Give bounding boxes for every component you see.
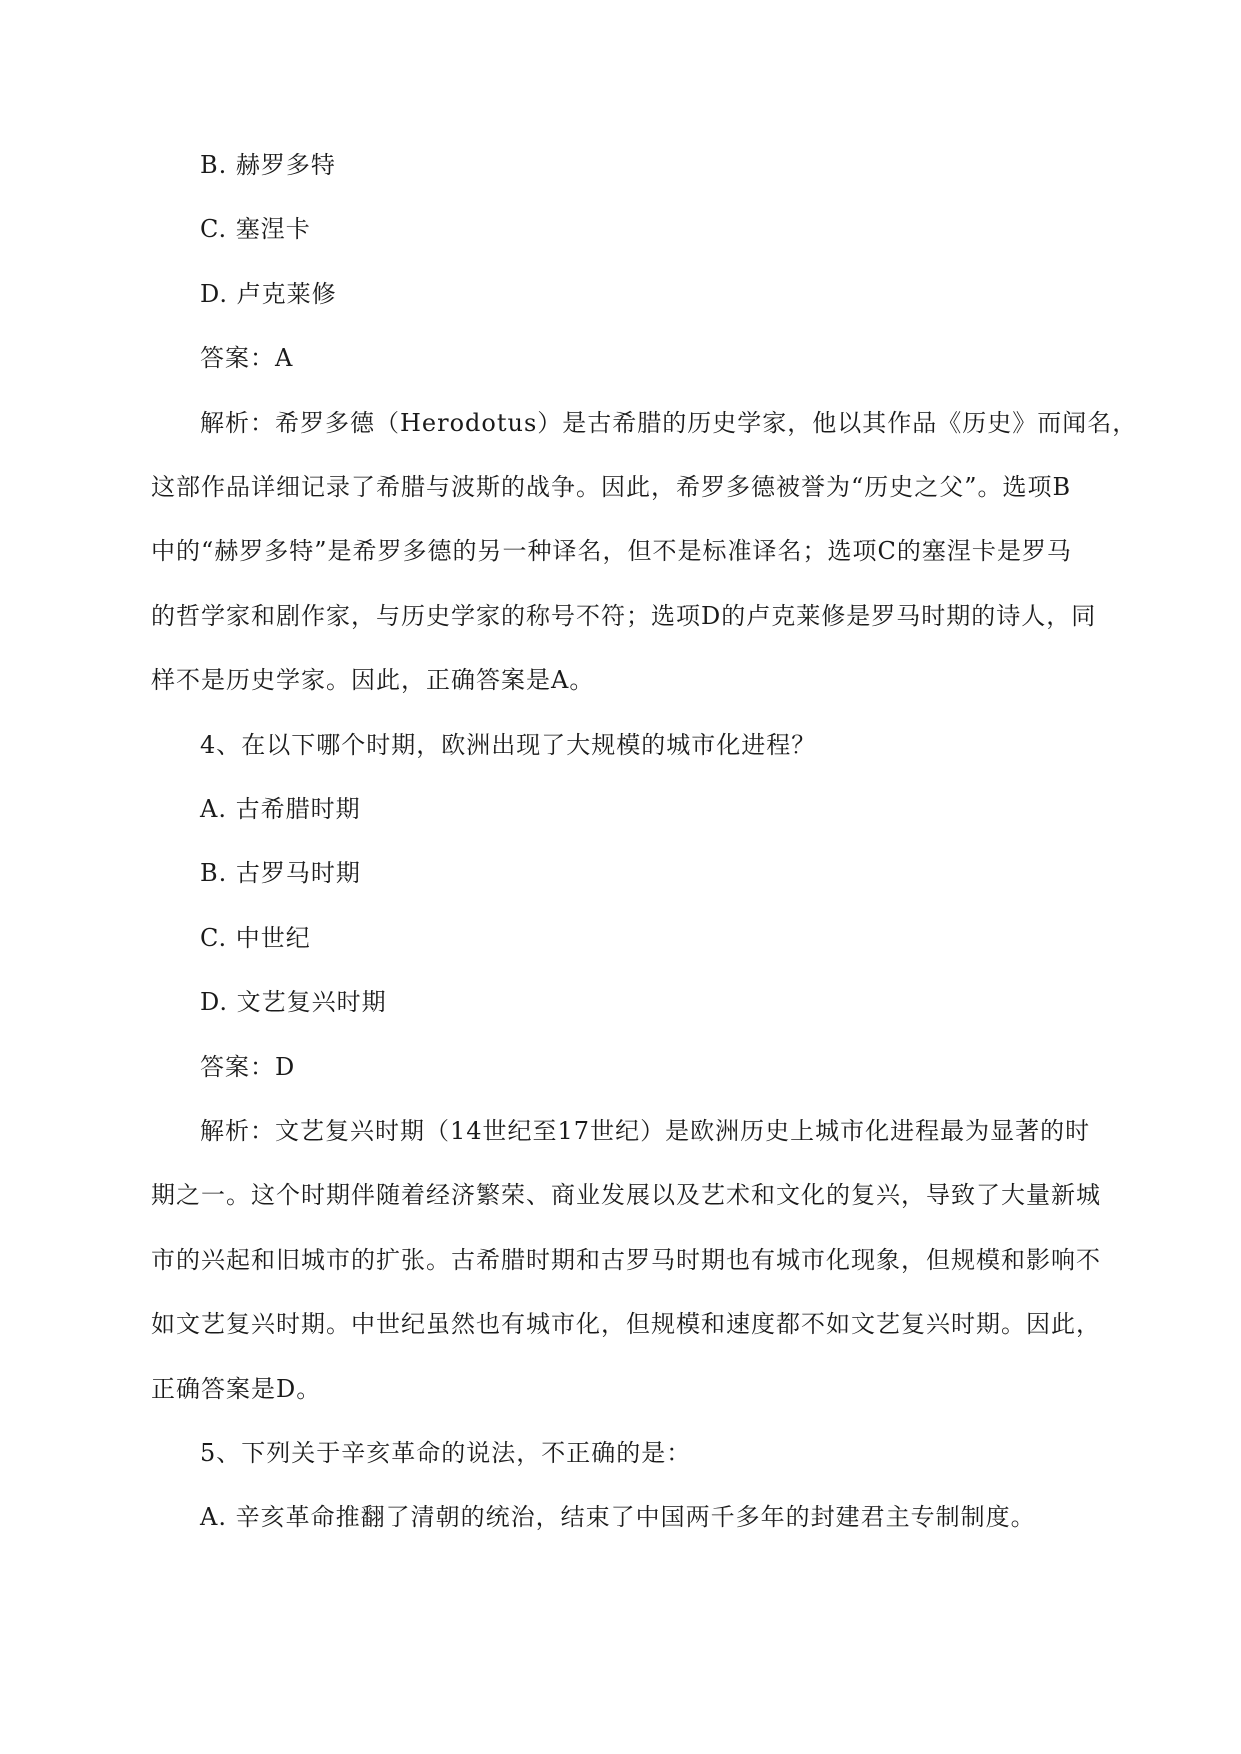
q5-option-a: A. 辛亥革命推翻了清朝的统治，结束了中国两千多年的封建君主专制制度。 bbox=[200, 1503, 1036, 1531]
q3-option-b: B. 赫罗多特 bbox=[200, 151, 336, 179]
q3-analysis-line: 解析：希罗多德（Herodotus）是古希腊的历史学家，他以其作品《历史》而闻名， bbox=[200, 409, 1138, 437]
q4-option-c: C. 中世纪 bbox=[200, 924, 311, 952]
q5-question: 5、下列关于辛亥革命的说法，不正确的是： bbox=[200, 1439, 692, 1467]
q3-option-d: D. 卢克莱修 bbox=[200, 280, 337, 308]
q3-analysis-line: 样不是历史学家。因此，正确答案是A。 bbox=[151, 666, 595, 694]
q4-analysis-line: 正确答案是D。 bbox=[151, 1375, 322, 1403]
q4-question: 4、在以下哪个时期，欧洲出现了大规模的城市化进程？ bbox=[200, 731, 817, 759]
q4-option-d: D. 文艺复兴时期 bbox=[200, 988, 387, 1016]
q4-option-a: A. 古希腊时期 bbox=[200, 795, 361, 823]
q4-analysis-line: 如文艺复兴时期。中世纪虽然也有城市化，但规模和速度都不如文艺复兴时期。因此， bbox=[151, 1310, 1101, 1338]
q3-option-c: C. 塞涅卡 bbox=[200, 215, 311, 243]
q4-option-b: B. 古罗马时期 bbox=[200, 859, 361, 887]
q3-analysis-line: 的哲学家和剧作家，与历史学家的称号不符；选项D的卢克莱修是罗马时期的诗人，同 bbox=[151, 602, 1097, 630]
q3-answer: 答案：A bbox=[200, 344, 294, 372]
q4-analysis-line: 期之一。这个时期伴随着经济繁荣、商业发展以及艺术和文化的复兴，导致了大量新城 bbox=[151, 1181, 1101, 1209]
q3-analysis-line: 这部作品详细记录了希腊与波斯的战争。因此，希罗多德被誉为“历史之父”。选项B bbox=[151, 473, 1072, 501]
q4-analysis-line: 解析：文艺复兴时期（14世纪至17世纪）是欧洲历史上城市化进程最为显著的时 bbox=[200, 1117, 1091, 1145]
q4-analysis-line: 市的兴起和旧城市的扩张。古希腊时期和古罗马时期也有城市化现象，但规模和影响不 bbox=[151, 1246, 1101, 1274]
q4-answer: 答案：D bbox=[200, 1053, 296, 1081]
q3-analysis-line: 中的“赫罗多特”是希罗多德的另一种译名，但不是标准译名；选项C的塞涅卡是罗马 bbox=[151, 537, 1072, 565]
